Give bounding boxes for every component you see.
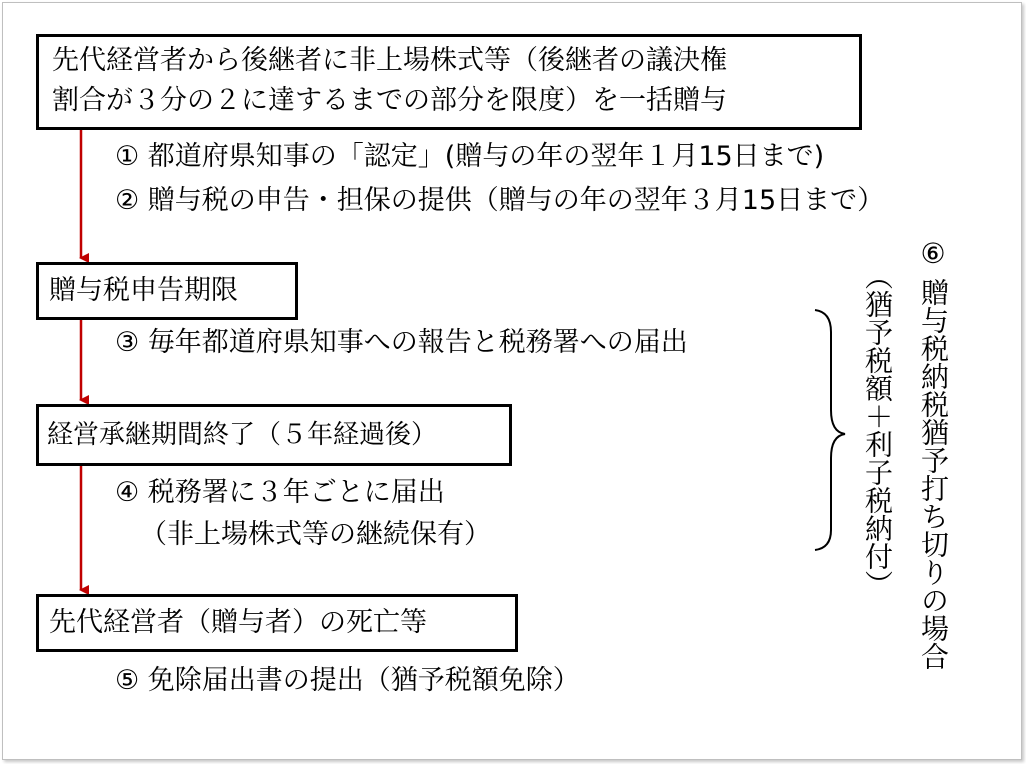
step-5: ⑤ 免除届出書の提出（猶予税額免除） — [115, 665, 580, 696]
gift-box — [36, 34, 862, 130]
curly-brace — [815, 310, 845, 550]
gift-line-2: 割合が３分の２に達するまでの部分を限度）を一括贈与 — [52, 85, 727, 116]
side-main-text: 贈与税納税猶予打ち切りの場合 — [917, 278, 950, 670]
step-2: ② 贈与税の申告・担保の提供（贈与の年の翌年３月15日まで） — [115, 185, 885, 216]
side-sub-text: （猶予税額＋利子税納付） — [861, 262, 894, 598]
step-6-number: ⑥ — [920, 237, 946, 270]
step-1: ① 都道府県知事の「認定」(贈与の年の翌年１月15日まで) — [115, 141, 825, 172]
deadline-box — [36, 262, 298, 320]
deadline-label: 贈与税申告期限 — [49, 275, 238, 306]
death-label: 先代経営者（贈与者）の死亡等 — [49, 607, 427, 638]
step-4-line-1: ④ 税務署に３年ごとに届出 — [115, 477, 445, 508]
period-end-box — [36, 404, 512, 466]
period-end-label: 経営承継期間終了（５年経過後） — [47, 420, 438, 450]
step-3: ③ 毎年都道府県知事への報告と税務署への届出 — [115, 327, 688, 358]
step-4-line-2: （非上場株式等の継続保有） — [140, 519, 491, 550]
gift-line-1: 先代経営者から後継者に非上場株式等（後継者の議決権 — [52, 45, 727, 76]
death-box — [36, 594, 518, 652]
